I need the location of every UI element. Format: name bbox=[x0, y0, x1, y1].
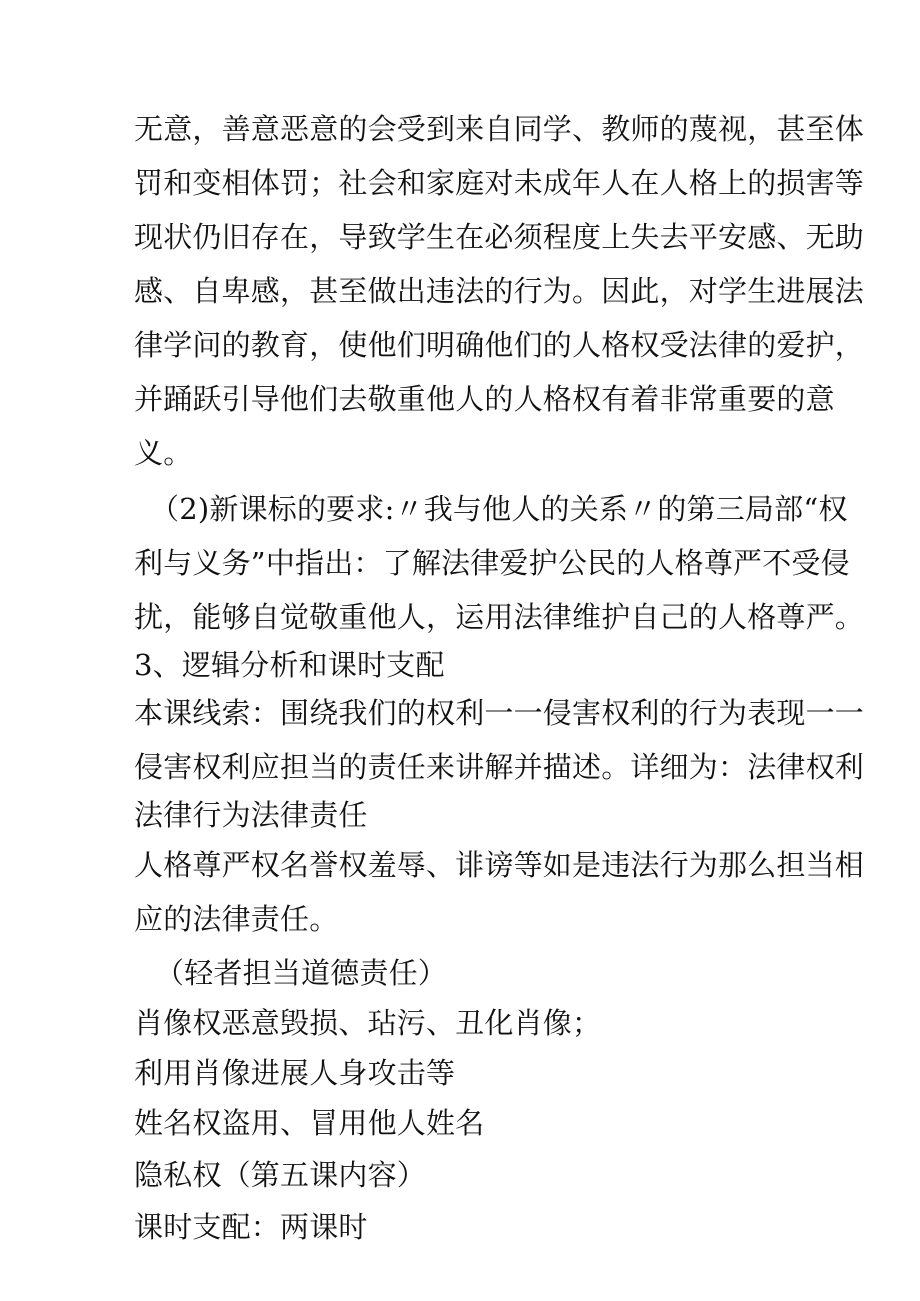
paragraph-line-20: 姓名权盗用、冒用他人姓名 bbox=[134, 1106, 485, 1140]
paragraph-line-1: 无意，善意恶意的会受到来自同学、教师的蔑视，甚至体 bbox=[134, 112, 865, 146]
paragraph-line-14: 法律行为法律责任 bbox=[134, 798, 368, 832]
paragraph-line-8: （2)新课标的要求:〃我与他人的关系〃的第三局部“权 bbox=[150, 492, 848, 526]
paragraph-line-17: （轻者担当道德责任） bbox=[155, 956, 448, 990]
paragraph-line-4: 感、自卑感，甚至做出违法的行为。因此，对学生进展法 bbox=[134, 274, 865, 308]
paragraph-line-6: 并踊跃引导他们去敬重他人的人格权有着非常重要的意 bbox=[134, 382, 835, 416]
paragraph-line-21: 隐私权（第五课内容） bbox=[134, 1158, 427, 1192]
section-heading: 3、逻辑分析和课时支配 bbox=[134, 648, 445, 682]
paragraph-line-22: 课时支配：两课时 bbox=[134, 1210, 368, 1244]
paragraph-line-13: 侵害权利应担当的责任来讲解并描述。详细为：法律权利 bbox=[134, 750, 865, 784]
paragraph-line-16: 应的法律责任。 bbox=[134, 902, 339, 936]
paragraph-line-2: 罚和变相体罚；社会和家庭对未成年人在人格上的损害等 bbox=[134, 166, 865, 200]
paragraph-line-9: 利与义务”中指出：了解法律爱护公民的人格尊严不受侵 bbox=[134, 546, 850, 580]
paragraph-line-12: 本课线索：围绕我们的权利一一侵害权利的行为表现一一 bbox=[134, 696, 865, 730]
paragraph-line-5: 律学问的教育，使他们明确他们的人格权受法律的爱护， bbox=[134, 328, 865, 362]
paragraph-line-3: 现状仍旧存在，导致学生在必须程度上失去平安感、无助 bbox=[134, 220, 865, 254]
paragraph-line-7: 义。 bbox=[134, 436, 193, 470]
paragraph-line-19: 利用肖像进展人身攻击等 bbox=[134, 1056, 456, 1090]
paragraph-line-10: 扰，能够自觉敬重他人，运用法律维护自己的人格尊严。 bbox=[134, 600, 865, 634]
paragraph-line-15: 人格尊严权名誉权羞辱、诽谤等如是违法行为那么担当相 bbox=[134, 848, 865, 882]
paragraph-line-18: 肖像权恶意毁损、玷污、丑化肖像； bbox=[134, 1006, 602, 1040]
